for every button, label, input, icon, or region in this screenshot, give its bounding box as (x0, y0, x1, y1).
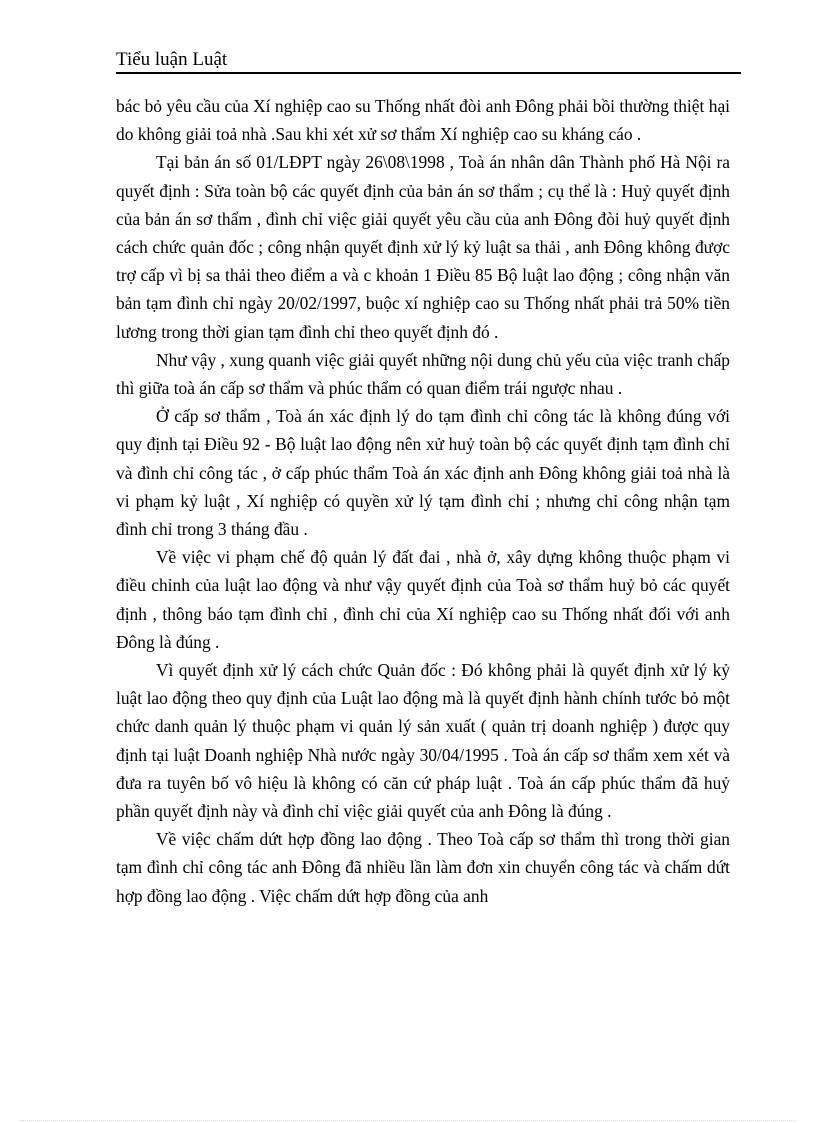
paragraph-4: Ở cấp sơ thẩm , Toà án xác định lý do tạm đình chỉ công tác là không đúng với quy định tại Điều 92 - Bộ luật lao động nên xử huỷ toàn bộ các quyết định tạm đình chỉ và đình chỉ công tác , ở cấp phúc thẩm Toà án xác định anh Đông không giải toả nhà là vi phạm kỷ luật , Xí nghiệp có quyền xử lý tạm đình chỉ ; nhưng chỉ công nhận tạm đình chỉ trong 3 tháng đầu . (116, 406, 730, 540)
paragraph-7: Về việc chấm dứt hợp đồng lao động . Theo Toà cấp sơ thẩm thì trong thời gian tạm đình chỉ công tác anh Đông đã nhiều lần làm đơn xin chuyển công tác và chấm dứt hợp đồng lao động . Việc chấm dứt hợp đồng của anh (116, 829, 730, 906)
paragraph-3: Như vậy , xung quanh việc giải quyết những nội dung chủ yếu của việc tranh chấp thì giữa toà án cấp sơ thẩm và phúc thẩm có quan điểm trái ngược nhau . (116, 349, 730, 399)
paragraph-2: Tại bản án số 01/LĐPT ngày 26\08\1998 , Toà án nhân dân Thành phố Hà Nội ra quyết định : Sửa toàn bộ các quyết định của bản án sơ thẩm ; cụ thể là : Huỷ quyết định của bản án sơ thẩm , đình chỉ việc giải quyết yêu cầu của anh Đông đòi huỷ quyết định cách chức quản đốc ; công nhận quyết định xử lý kỷ luật sa thải , anh Đông không được trợ cấp vì bị sa thải theo điểm a và c khoản 1 Điều 85 Bộ luật lao động ; công nhận văn bản tạm đình chỉ ngày 20/02/1997, buộc xí nghiệp cao su Thống nhất phải trả 50% tiền lương trong thời gian tạm đình chỉ theo quyết định đó . (116, 152, 730, 342)
header-divider (116, 72, 741, 74)
paragraph-5: Về việc vi phạm chế độ quản lý đất đai , nhà ở, xây dựng không thuộc phạm vi điều chỉnh của luật lao động và như vậy quyết định của Toà sơ thẩm huỷ bỏ các quyết định , thông báo tạm đình chỉ , đình chỉ của Xí nghiệp cao su Thống nhất đối với anh Đông là đúng . (116, 547, 730, 652)
page-bottom-border (20, 1120, 796, 1121)
paragraph-1: bác bỏ yêu cầu của Xí nghiệp cao su Thống nhất đòi anh Đông phải bồi thường thiệt hại do không giải toả nhà .Sau khi xét xử sơ thẩm Xí nghiệp cao su kháng cáo . (116, 96, 730, 145)
document-body (116, 92, 730, 910)
paragraph-6: Vì quyết định xử lý cách chức Quản đốc : Đó không phải là quyết định xử lý kỷ luật lao động theo quy định của Luật lao động mà là quyết định hành chính tước bỏ một chức danh quản lý thuộc phạm vi quản lý sản xuất ( quản trị doanh nghiệp ) được quy định tại luật Doanh nghiệp Nhà nước ngày 30/04/1995 . Toà án cấp sơ thẩm xem xét và đưa ra tuyên bố vô hiệu là không có căn cứ pháp luật . Toà án cấp phúc thẩm đã huỷ phần quyết định này và đình chỉ việc giải quyết của anh Đông là đúng . (116, 660, 730, 822)
page-header-title: Tiểu luận Luật (116, 49, 228, 70)
